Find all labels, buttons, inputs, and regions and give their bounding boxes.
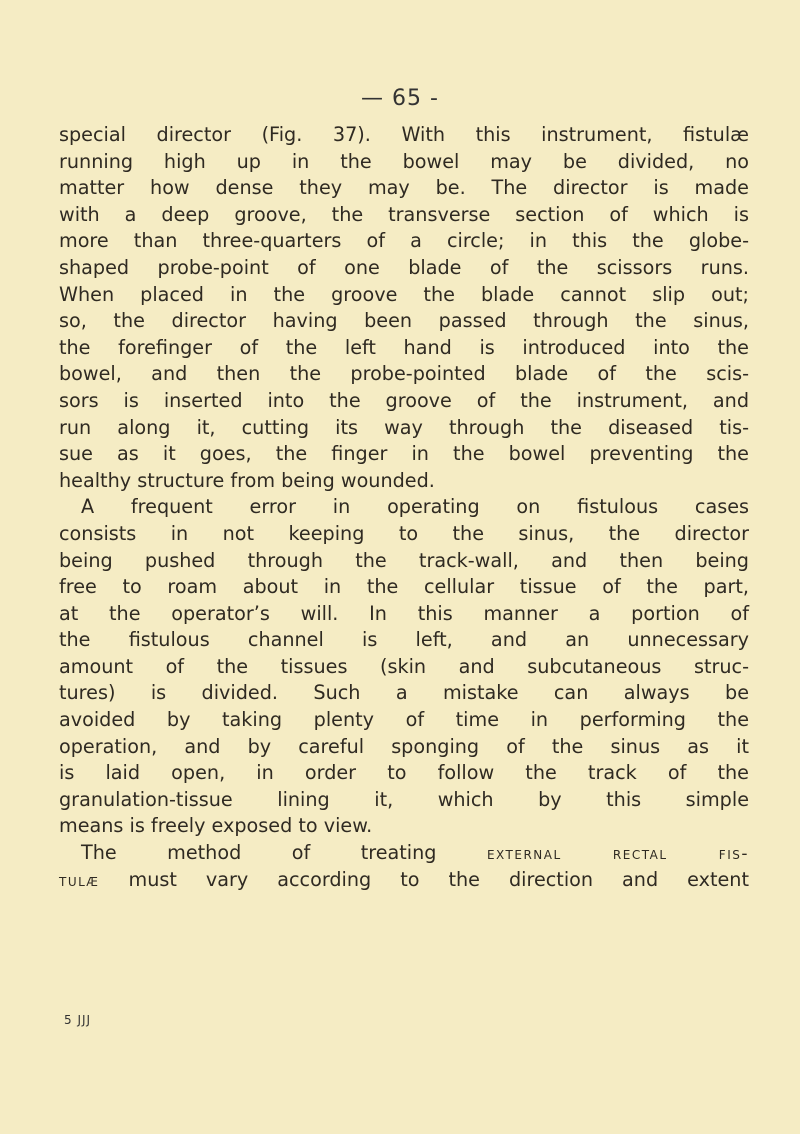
printer-signature-mark: 5 JJJ — [64, 1013, 92, 1027]
text-line: more than three-quarters of a circle; in this the globe- — [59, 229, 749, 253]
page-number: — 65 - — [361, 86, 439, 111]
text-line: granulation-tissue lining it, which by this simple — [59, 787, 749, 811]
text-line: amount of the tissues (skin and subcutaneous struc- — [59, 654, 749, 678]
text-line: healthy structure from being wounded. — [59, 468, 435, 492]
paragraph-2 — [59, 494, 749, 840]
text-line: means is freely exposed to view. — [59, 814, 373, 838]
line-text: The method of treating — [81, 841, 437, 865]
paragraph-3 — [59, 840, 749, 893]
text-line: bowel, and then the probe-pointed blade of the scis- — [59, 362, 749, 386]
text-line — [59, 840, 749, 867]
text-line: sue as it goes, the finger in the bowel preventing the — [59, 442, 749, 466]
text-line: consists in not keeping to the sinus, the director — [59, 521, 749, 545]
text-line: operation, and by careful sponging of the sinus as it — [59, 734, 749, 758]
small-caps-term: tulæ — [59, 870, 100, 891]
text-line: When placed in the groove the blade cannot slip out; — [59, 282, 749, 306]
text-line: run along it, cutting its way through the diseased tis- — [59, 415, 749, 439]
text-line: the fistulous channel is left, and an unnecessary — [59, 628, 749, 652]
text-line: avoided by taking plenty of time in performing the — [59, 708, 749, 732]
body-text — [59, 122, 749, 893]
text-line: A frequent error in operating on fistulous cases — [81, 495, 749, 519]
text-line: the forefinger of the left hand is introduced into the — [59, 335, 749, 359]
text-line: special director (Fig. 37). With this instrument, fistulæ — [59, 123, 749, 146]
text-line: being pushed through the track-wall, and then being — [59, 548, 749, 572]
line-text: must vary according to the direction and extent — [128, 867, 749, 891]
small-caps-term: external rectal fis- — [486, 844, 749, 865]
text-line: shaped probe-point of one blade of the scissors runs. — [59, 255, 749, 279]
paragraph-1 — [59, 122, 749, 494]
text-line: so, the director having been passed through the sinus, — [59, 309, 749, 333]
text-line: with a deep groove, the transverse section of which is — [59, 202, 749, 226]
text-line: running high up in the bowel may be divided, no — [59, 149, 749, 173]
text-line: matter how dense they may be. The director is made — [59, 176, 749, 200]
text-line: tures) is divided. Such a mistake can always be — [59, 681, 749, 705]
text-line: free to roam about in the cellular tissue of the part, — [59, 575, 749, 599]
text-line: at the operator’s will. In this manner a portion of — [59, 601, 749, 625]
text-line: sors is inserted into the groove of the instrument, and — [59, 388, 749, 412]
text-line — [59, 867, 749, 894]
text-line: is laid open, in order to follow the track of the — [59, 761, 749, 785]
